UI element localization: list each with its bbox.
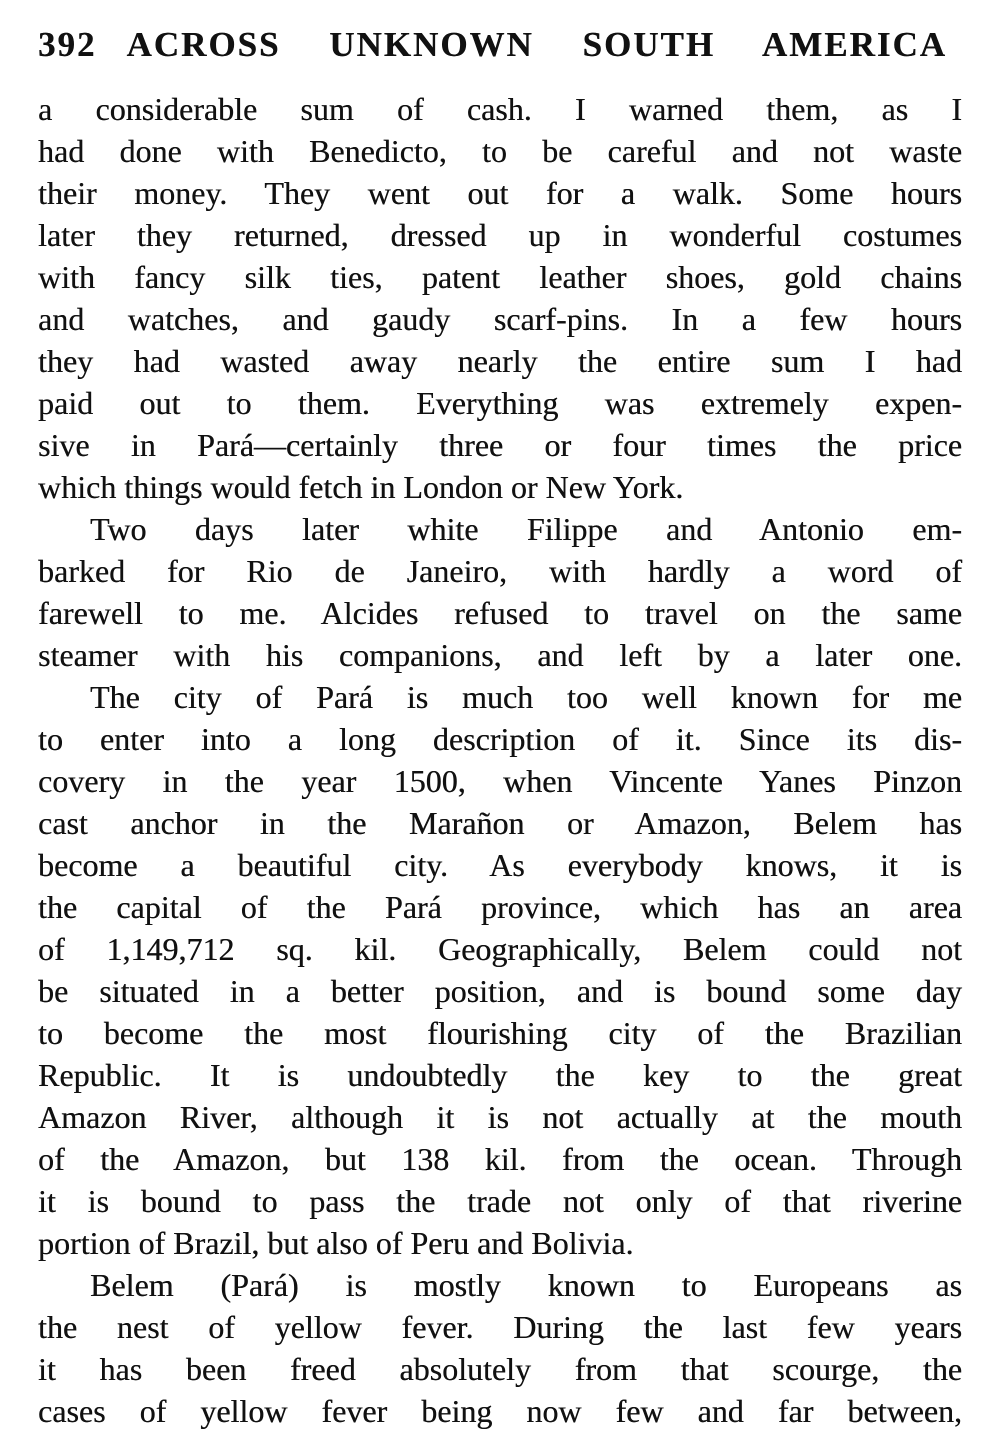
- text-line: Belem (Pará) is mostly known to Europeans as: [90, 1267, 962, 1303]
- text-line: the capital of the Pará province, which has an area: [38, 889, 962, 925]
- running-head: [38, 26, 962, 64]
- text-line: portion of Brazil, but also of Peru and Bolivia.: [38, 1225, 634, 1261]
- text-line: barked for Rio de Janeiro, with hardly a word of: [38, 553, 962, 589]
- text-line: covery in the year 1500, when Vincente Yanes Pinzon: [38, 763, 962, 799]
- text-line: to become the most flourishing city of the Brazilian: [38, 1015, 962, 1051]
- text-line: be situated in a better position, and is bound some day: [38, 973, 962, 1009]
- page-body: [38, 88, 962, 1432]
- paragraph: [38, 88, 962, 508]
- text-line: it is bound to pass the trade not only of that riverine: [38, 1183, 962, 1219]
- paragraph: [38, 508, 962, 676]
- text-line: Two days later white Filippe and Antonio em-: [90, 511, 962, 547]
- text-line: steamer with his companions, and left by a later one.: [38, 637, 962, 673]
- text-line: sive in Pará—certainly three or four times the price: [38, 427, 962, 463]
- text-line: of the Amazon, but 138 kil. from the ocean. Through: [38, 1141, 962, 1177]
- text-line: the nest of yellow fever. During the last few years: [38, 1309, 962, 1345]
- text-line: Republic. It is undoubtedly the key to the great: [38, 1057, 962, 1093]
- page-number: 392: [38, 25, 97, 64]
- text-line: their money. They went out for a walk. Some hours: [38, 175, 962, 211]
- text-line: they had wasted away nearly the entire sum I had: [38, 343, 962, 379]
- text-line: later they returned, dressed up in wonderful costumes: [38, 217, 962, 253]
- text-line: and watches, and gaudy scarf-pins. In a few hours: [38, 301, 962, 337]
- text-line: a considerable sum of cash. I warned them, as I: [38, 91, 962, 127]
- paragraph: [38, 1264, 962, 1432]
- text-line: The city of Pará is much too well known for me: [90, 679, 962, 715]
- text-line: to enter into a long description of it. Since its dis-: [38, 721, 962, 757]
- text-line: cases of yellow fever being now few and far between,: [38, 1393, 962, 1429]
- text-line: Amazon River, although it is not actually at the mouth: [38, 1099, 962, 1135]
- text-line: it has been freed absolutely from that scourge, the: [38, 1351, 962, 1387]
- text-line: of 1,149,712 sq. kil. Geographically, Belem could not: [38, 931, 962, 967]
- page-title: ACROSS UNKNOWN SOUTH AMERICA: [126, 25, 947, 64]
- text-line: farewell to me. Alcides refused to travel on the same: [38, 595, 962, 631]
- text-line: which things would fetch in London or New York.: [38, 469, 684, 505]
- text-line: paid out to them. Everything was extremely expen-: [38, 385, 962, 421]
- text-line: cast anchor in the Marañon or Amazon, Belem has: [38, 805, 962, 841]
- paragraph: [38, 676, 962, 1264]
- text-line: with fancy silk ties, patent leather shoes, gold chains: [38, 259, 962, 295]
- text-line: become a beautiful city. As everybody knows, it is: [38, 847, 962, 883]
- text-line: had done with Benedicto, to be careful and not waste: [38, 133, 962, 169]
